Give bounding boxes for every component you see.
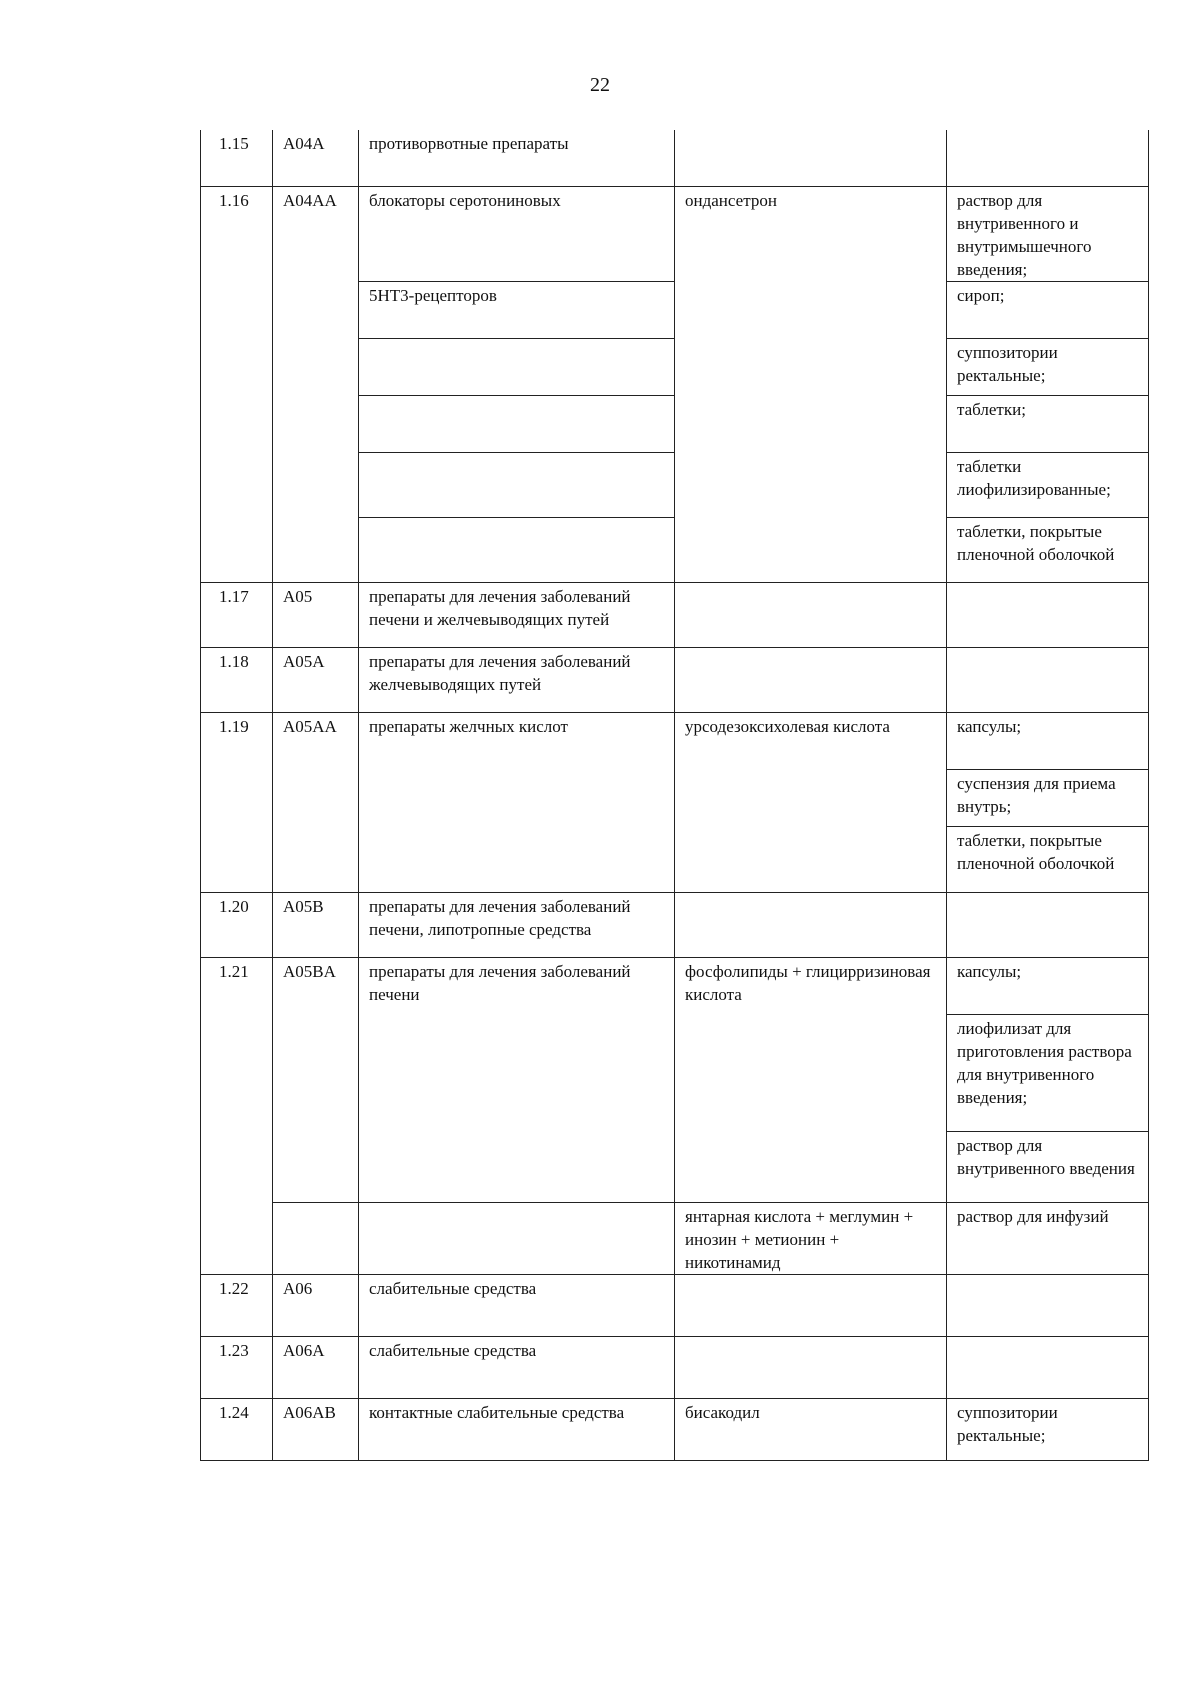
row-number: 1.16 [201,186,273,582]
dosage-form: суппозитории ректальные; [947,338,1149,395]
row-number: 1.18 [201,647,273,712]
drug-name: бисакодил [675,1398,947,1460]
atc-code: A05 [273,582,359,647]
dosage-form [947,130,1149,186]
atc-code: A05A [273,647,359,712]
group-name: блокаторы серотониновых [359,186,675,281]
dosage-form [947,647,1149,712]
drug-name: ондансетрон [675,186,947,582]
row-number: 1.21 [201,957,273,1274]
atc-code: A05B [273,892,359,957]
row-number: 1.20 [201,892,273,957]
group-name [359,338,675,395]
table-row [201,130,1149,186]
group-name [359,395,675,452]
dosage-form: раствор для инфузий [947,1202,1149,1274]
group-name [359,517,675,582]
group-name: противорвотные препараты [359,130,675,186]
drug-name: урсодезоксихолевая кислота [675,712,947,892]
drug-table [200,130,1149,1461]
table-row [201,647,1149,712]
row-number: 1.23 [201,1336,273,1398]
dosage-form: таблетки лиофилизированные; [947,452,1149,517]
dosage-form: капсулы; [947,712,1149,769]
drug-name [675,647,947,712]
drug-name [675,1274,947,1336]
dosage-form: таблетки, покрытые пленочной оболочкой [947,517,1149,582]
table-row [201,582,1149,647]
dosage-form: таблетки, покрытые пленочной оболочкой [947,826,1149,892]
dosage-form: суспензия для приема внутрь; [947,769,1149,826]
group-name: препараты для лечения заболеваний желчевыводящих путей [359,647,675,712]
dosage-form: таблетки; [947,395,1149,452]
group-name: слабительные средства [359,1336,675,1398]
drug-name: фосфолипиды + глицирризиновая кислота [675,957,947,1202]
drug-name [675,582,947,647]
atc-code: A05AA [273,712,359,892]
group-name: препараты для лечения заболеваний печени [359,957,675,1202]
row-number: 1.19 [201,712,273,892]
group-name: слабительные средства [359,1274,675,1336]
table-row [201,892,1149,957]
atc-code: A05BA [273,957,359,1202]
dosage-form [947,1336,1149,1398]
atc-code: A04AA [273,186,359,582]
dosage-form [947,1274,1149,1336]
dosage-form: лиофилизат для приготовления раствора для внутривенного введения; [947,1014,1149,1131]
table-row [201,957,1149,1014]
row-number: 1.22 [201,1274,273,1336]
table-row [201,186,1149,281]
group-name: препараты для лечения заболеваний печени и желчевыводящих путей [359,582,675,647]
group-name [359,1202,675,1274]
group-name [359,452,675,517]
atc-code: A06AB [273,1398,359,1460]
row-number: 1.15 [201,130,273,186]
dosage-form [947,582,1149,647]
atc-code: A06 [273,1274,359,1336]
table-row [201,1336,1149,1398]
dosage-form: сироп; [947,281,1149,338]
dosage-form: раствор для внутривенного введения [947,1131,1149,1202]
row-number: 1.24 [201,1398,273,1460]
atc-code [273,1202,359,1274]
group-name: препараты для лечения заболеваний печени, липотропные средства [359,892,675,957]
drug-name [675,130,947,186]
page-number: 22 [590,74,610,96]
drug-name: янтарная кислота + меглумин + инозин + метионин + никотинамид [675,1202,947,1274]
table-row [201,1274,1149,1336]
table-row [201,1202,1149,1274]
dosage-form: раствор для внутривенного и внутримышечного введения; [947,186,1149,281]
group-name: 5HT3-рецепторов [359,281,675,338]
dosage-form [947,892,1149,957]
dosage-form: суппозитории ректальные; [947,1398,1149,1460]
table-row [201,1398,1149,1460]
group-name: препараты желчных кислот [359,712,675,892]
atc-code: A04A [273,130,359,186]
row-number: 1.17 [201,582,273,647]
atc-code: A06A [273,1336,359,1398]
drug-name [675,892,947,957]
drug-name [675,1336,947,1398]
group-name: контактные слабительные средства [359,1398,675,1460]
table-row [201,712,1149,769]
dosage-form: капсулы; [947,957,1149,1014]
